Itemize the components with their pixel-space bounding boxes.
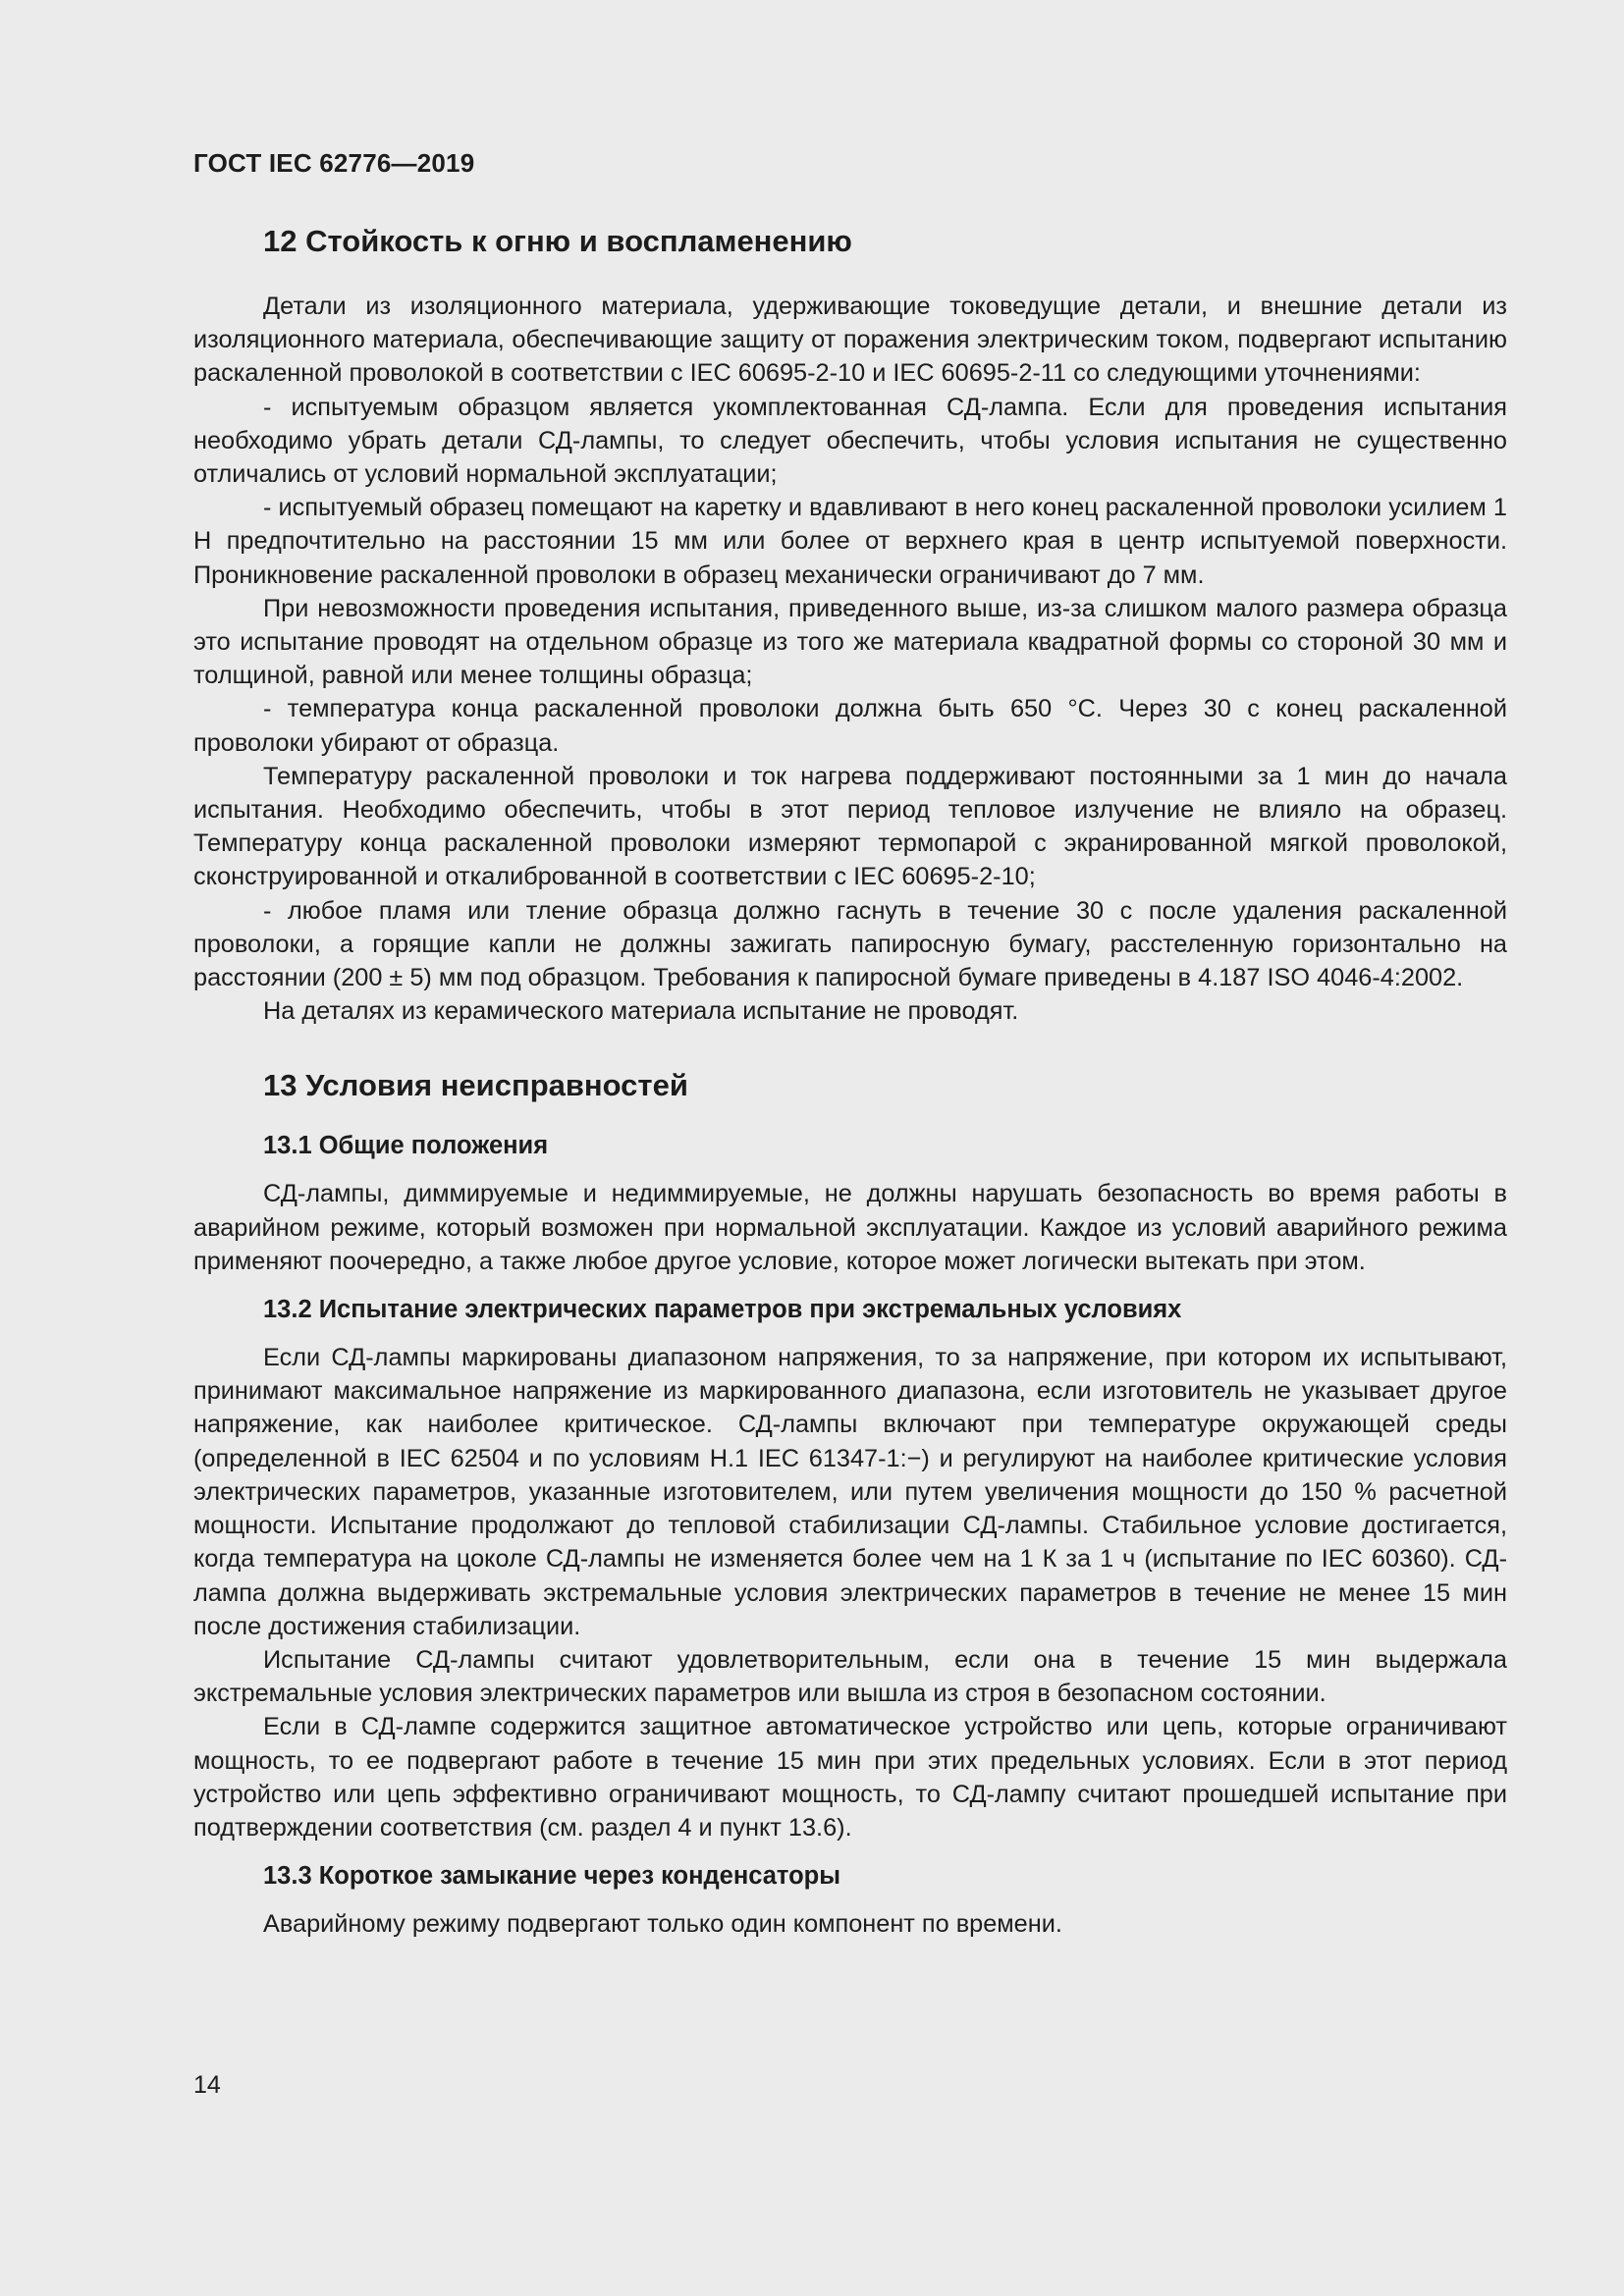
subsection-13-2-title: 13.2 Испытание электрических параметров при экстремальных условиях <box>263 1296 1182 1324</box>
section-12-paragraph: При невозможности проведения испытания, приведенного выше, из-за слишком малого размера образца это испытание проводят на отдельном образце из того же материала квадратной формы со стороной 30 мм и толщиной, равной или менее толщины образца; <box>193 594 1507 690</box>
subsection-13-1-paragraph: СД-лампы, диммируемые и недиммируемые, не должны нарушать безопасность во время работы в аварийном режиме, который возможен при нормальной эксплуатации. Каждое из условий аварийного режима применяют поочередно, а также любое другое условие, которое может логически вытекать при этом. <box>193 1180 1507 1275</box>
subsection-13-2-paragraph: Если СД-лампы маркированы диапазоном напряжения, то за напряжение, при котором их испытывают, принимают максимальное напряжение из маркированного диапазона, если изготовитель не указывает другое напряжение, как наиболее критическое. СД-лампы включают при температуре окружающей среды (определенной в IEC 62504 и по условиям Н.1 IEC 61347-1:−) и регулируют на наиболее критические условия электрических параметров, указанные изготовителем, или путем увеличения мощности до 150 % расчетной мощности. Испытание продолжают до тепловой стабилизации СД-лампы. Стабильное условие достигается, когда температура на цоколе СД-лампы не изменяется более чем на 1 К за 1 ч (испытание по IEC 60360). СД-лампа должна выдерживать экстремальные условия электрических параметров в течение не менее 15 мин после достижения стабилизации. <box>193 1344 1507 1640</box>
section-12-paragraph: - испытуемый образец помещают на каретку и вдавливают в него конец раскаленной проволоки усилием 1 Н предпочтительно на расстоянии 15 мм или более от верхнего края в центр испытуемой поверхности. Проникновение раскаленной проволоки в образец механически ограничивают до 7 мм. <box>193 494 1507 589</box>
section-12-title: 12 Стойкость к огню и воспламенению <box>263 224 852 258</box>
section-12-paragraph: - температура конца раскаленной проволоки должна быть 650 °С. Через 30 с конец раскаленной проволоки убирают от образца. <box>193 695 1507 757</box>
section-12-paragraph: - любое пламя или тление образца должно гаснуть в течение 30 с после удаления раскаленной проволоки, а горящие капли не должны зажигать папиросную бумагу, расстеленную горизонтально на расстоянии (200 ± 5) мм под образцом. Требования к папиросной бумаге приведены в 4.187 ISO 4046-4:2002. <box>193 896 1507 992</box>
subsection-13-2-paragraph: Испытание СД-лампы считают удовлетворительным, если она в течение 15 мин выдержала экстремальные условия электрических параметров или вышла из строя в безопасном состоянии. <box>193 1645 1507 1708</box>
page-number: 14 <box>193 2071 221 2099</box>
section-12-paragraph: Температуру раскаленной проволоки и ток нагрева поддерживают постоянными за 1 мин до начала испытания. Необходимо обеспечить, чтобы в этот период тепловое излучение не влияло на образец. Температуру конца раскаленной проволоки измеряют термопарой с экранированной мягкой проволокой, сконструированной и откалиброванной в соответствии с IEC 60695-2-10; <box>193 762 1507 891</box>
subsection-13-1-title: 13.1 Общие положения <box>263 1132 549 1160</box>
section-12-paragraph: На деталях из керамического материала испытание не проводят. <box>263 997 1019 1026</box>
section-12-paragraph: - испытуемым образцом является укомплектованная СД-лампа. Если для проведения испытания необходимо убрать детали СД-лампы, то следует обеспечить, чтобы условия испытания не существенно отличались от условий нормальной эксплуатации; <box>193 393 1507 489</box>
section-12-paragraph: Детали из изоляционного материала, удерживающие токоведущие детали, и внешние детали из изоляционного материала, обеспечивающие защиту от поражения электрическим током, подвергают испытанию раскаленной проволокой в соответствии с IEC 60695-2-10 и IEC 60695-2-11 со следующими уточнениями: <box>193 293 1507 388</box>
section-13-title: 13 Условия неисправностей <box>263 1068 688 1103</box>
subsection-13-3-paragraph: Аварийному режиму подвергают только один компонент по времени. <box>263 1910 1062 1939</box>
subsection-13-2-paragraph: Если в СД-лампе содержится защитное автоматическое устройство или цепь, которые ограничивают мощность, то ее подвергают работе в течение 15 мин при этих предельных условиях. Если в этот период устройство или цепь эффективно ограничивают мощность, то СД-лампу считают прошедшей испытание при подтверждении соответствия (см. раздел 4 и пункт 13.6). <box>193 1713 1507 1842</box>
document-header: ГОСТ IEC 62776—2019 <box>193 148 475 178</box>
document-body <box>193 222 1507 1941</box>
subsection-13-3-title: 13.3 Короткое замыкание через конденсаторы <box>263 1862 841 1891</box>
